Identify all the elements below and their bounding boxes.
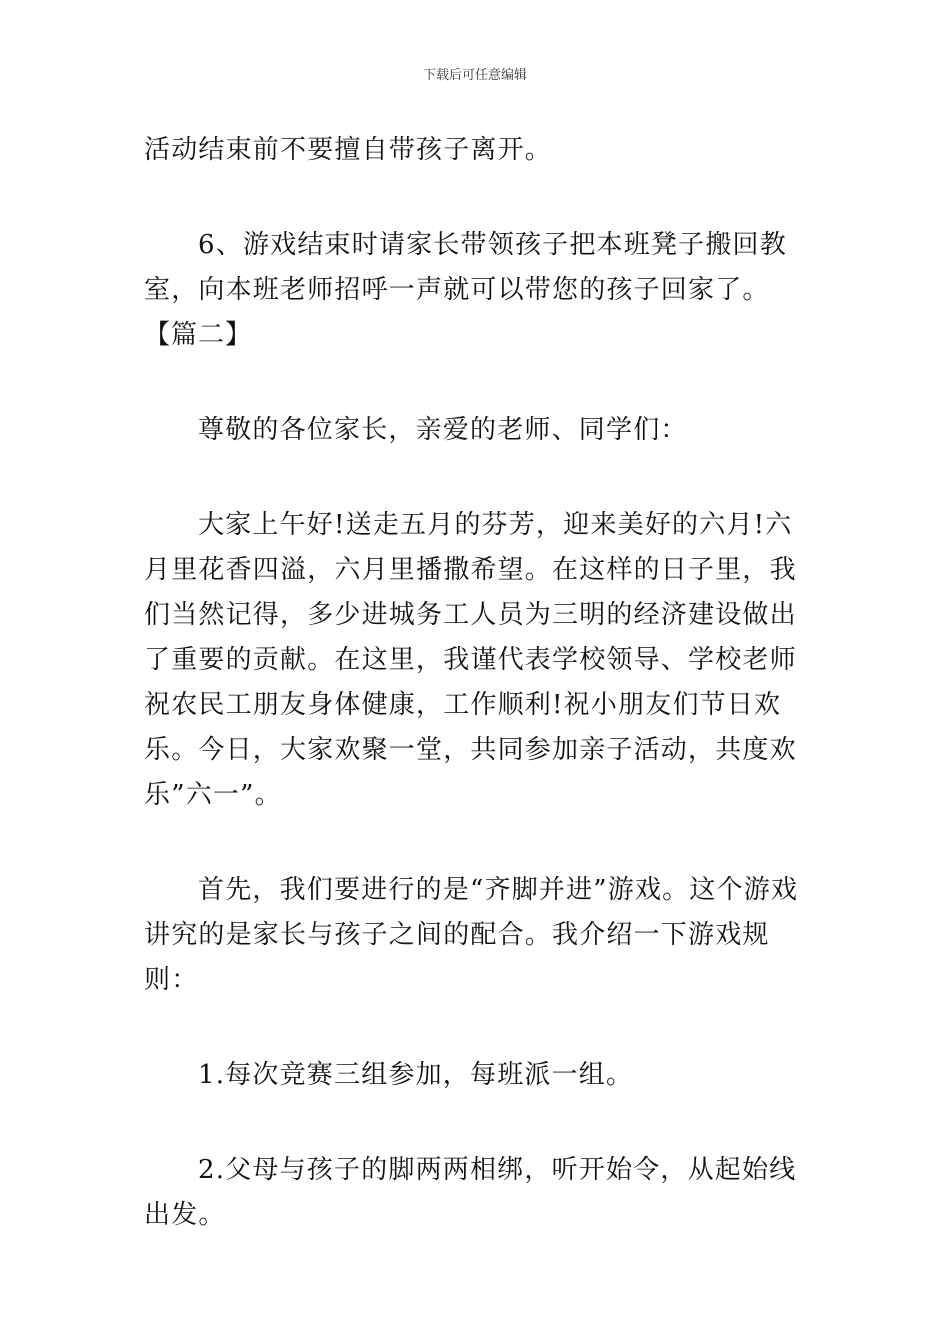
paragraph-6: 1.每次竞赛三组参加，每班派一组。	[198, 1060, 634, 1090]
paragraph-4: 大家上午好!送走五月的芬芳，迎来美好的六月!六月里花香四溢，六月里播撒希望。在这样的日子里，我们当然记得，多少进城务工人员为三明的经济建设做出了重要的贡献。在这里，我谨代表学校领导、学校老师祝农民工朋友身体健康，工作顺利!祝小朋友们节日欢乐。今日，大家欢聚一堂，共同参加亲子活动，共度欢乐”六一”。	[144, 510, 797, 810]
paragraph-1: 活动结束前不要擅自带孩子离开。	[144, 135, 553, 165]
paragraph-7: 2.父母与孩子的脚两两相绑，听开始令，从起始线出发。	[144, 1155, 797, 1230]
section-label: 【篇二】	[144, 320, 253, 350]
page-header: 下载后可任意编辑	[422, 68, 527, 83]
paragraph-5: 首先，我们要进行的是“齐脚并进”游戏。这个游戏讲究的是家长与孩子之间的配合。我介绍一下游戏规则：	[144, 875, 799, 995]
document-body	[144, 128, 808, 1238]
paragraph-3: 尊敬的各位家长，亲爱的老师、同学们：	[198, 415, 688, 445]
paragraph-2: 6、游戏结束时请家长带领孩子把本班凳子搬回教室，向本班老师招呼一声就可以带您的孩子回家了。	[144, 230, 787, 305]
